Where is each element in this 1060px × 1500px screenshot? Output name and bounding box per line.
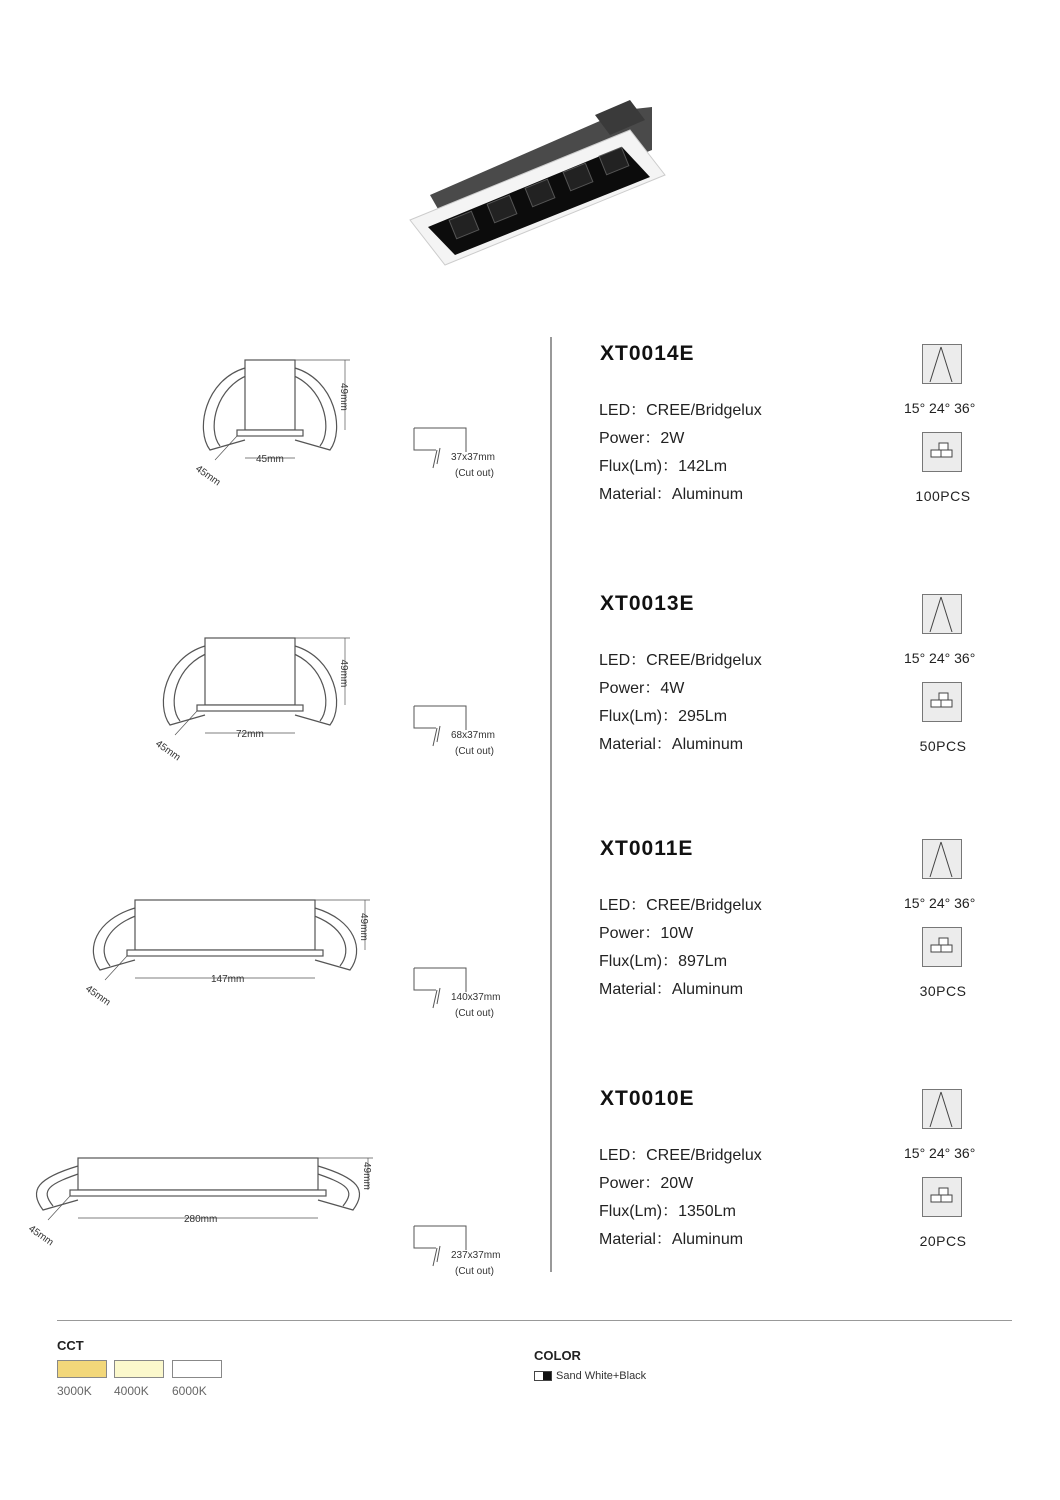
spec-flux: Flux(Lm)：1350Lm bbox=[599, 1203, 736, 1220]
cct-label: 4000K bbox=[114, 1384, 149, 1398]
cutout-size: 237x37mm bbox=[451, 1250, 501, 1261]
cct-title: CCT bbox=[57, 1338, 84, 1353]
cutout-size: 140x37mm bbox=[451, 992, 501, 1003]
spec-flux: Flux(Lm)：295Lm bbox=[599, 708, 728, 725]
spec-flux: Flux(Lm)：897Lm bbox=[599, 953, 728, 970]
beam-angle-icon bbox=[922, 1089, 962, 1129]
beam-angle-icon bbox=[922, 839, 962, 879]
depth-dimension: 45mm bbox=[83, 983, 113, 1009]
product-xt0010e bbox=[0, 1085, 1060, 1325]
cutout-note: (Cut out) bbox=[455, 468, 494, 479]
beam-angle-icon bbox=[922, 594, 962, 634]
cct-swatch-6000k bbox=[172, 1360, 222, 1378]
spec-material: Material：Aluminum bbox=[599, 1231, 744, 1248]
spec-flux: Flux(Lm)：142Lm bbox=[599, 458, 728, 475]
beam-angles: 15° 24° 36° bbox=[904, 400, 976, 416]
width-dimension: 280mm bbox=[184, 1214, 218, 1225]
depth-dimension: 45mm bbox=[153, 738, 183, 764]
color-swatch-icon bbox=[534, 1371, 552, 1381]
spec-material: Material：Aluminum bbox=[599, 981, 744, 998]
width-dimension: 72mm bbox=[236, 729, 264, 740]
height-dimension: 49mm bbox=[358, 913, 369, 941]
beam-angle-icon bbox=[922, 344, 962, 384]
depth-dimension: 45mm bbox=[193, 463, 223, 489]
color-title: COLOR bbox=[534, 1348, 581, 1363]
cutout-note: (Cut out) bbox=[455, 746, 494, 757]
product-photo bbox=[400, 95, 670, 270]
package-quantity: 20PCS bbox=[919, 1233, 967, 1249]
width-dimension: 147mm bbox=[211, 974, 245, 985]
cct-label: 3000K bbox=[57, 1384, 92, 1398]
height-dimension: 49mm bbox=[338, 659, 349, 688]
beam-angles: 15° 24° 36° bbox=[904, 895, 976, 911]
spec-led: LED：CREE/Bridgelux bbox=[599, 402, 762, 419]
product-xt0011e bbox=[0, 835, 1060, 1075]
product-name: XT0013E bbox=[600, 592, 695, 615]
dimension-drawing bbox=[0, 1085, 540, 1325]
spec-material: Material：Aluminum bbox=[599, 486, 744, 503]
spec-power: Power：10W bbox=[599, 925, 694, 942]
height-dimension: 49mm bbox=[338, 383, 349, 411]
spec-power: Power：2W bbox=[599, 430, 685, 447]
cct-label: 6000K bbox=[172, 1384, 207, 1398]
width-dimension: 45mm bbox=[256, 454, 284, 465]
cutout-size: 37x37mm bbox=[451, 452, 495, 463]
spec-power: Power：4W bbox=[599, 680, 685, 697]
package-boxes-icon bbox=[922, 1177, 962, 1217]
product-xt0013e bbox=[0, 590, 1060, 830]
beam-angles: 15° 24° 36° bbox=[904, 1145, 976, 1161]
product-name: XT0011E bbox=[600, 837, 694, 860]
package-boxes-icon bbox=[922, 927, 962, 967]
dimension-drawing bbox=[0, 590, 540, 830]
package-boxes-icon bbox=[922, 682, 962, 722]
package-quantity: 50PCS bbox=[919, 738, 967, 754]
spec-led: LED：CREE/Bridgelux bbox=[599, 897, 762, 914]
product-xt0014e bbox=[0, 340, 1060, 580]
cct-swatch-3000k bbox=[57, 1360, 107, 1378]
beam-angles: 15° 24° 36° bbox=[904, 650, 976, 666]
cutout-note: (Cut out) bbox=[455, 1266, 494, 1277]
height-dimension: 49mm bbox=[361, 1162, 372, 1190]
depth-dimension: 45mm bbox=[26, 1223, 56, 1249]
package-quantity: 100PCS bbox=[915, 488, 971, 504]
cutout-size: 68x37mm bbox=[451, 730, 495, 741]
spec-led: LED：CREE/Bridgelux bbox=[599, 1147, 762, 1164]
spec-power: Power：20W bbox=[599, 1175, 694, 1192]
package-quantity: 30PCS bbox=[919, 983, 967, 999]
cct-swatch-4000k bbox=[114, 1360, 164, 1378]
cutout-note: (Cut out) bbox=[455, 1008, 494, 1019]
package-boxes-icon bbox=[922, 432, 962, 472]
dimension-drawing bbox=[0, 835, 540, 1075]
product-name: XT0010E bbox=[600, 1087, 695, 1110]
color-option: Sand White+Black bbox=[556, 1370, 647, 1382]
product-name: XT0014E bbox=[600, 342, 695, 365]
spec-led: LED：CREE/Bridgelux bbox=[599, 652, 762, 669]
spec-material: Material：Aluminum bbox=[599, 736, 744, 753]
footer-divider bbox=[57, 1320, 1012, 1321]
